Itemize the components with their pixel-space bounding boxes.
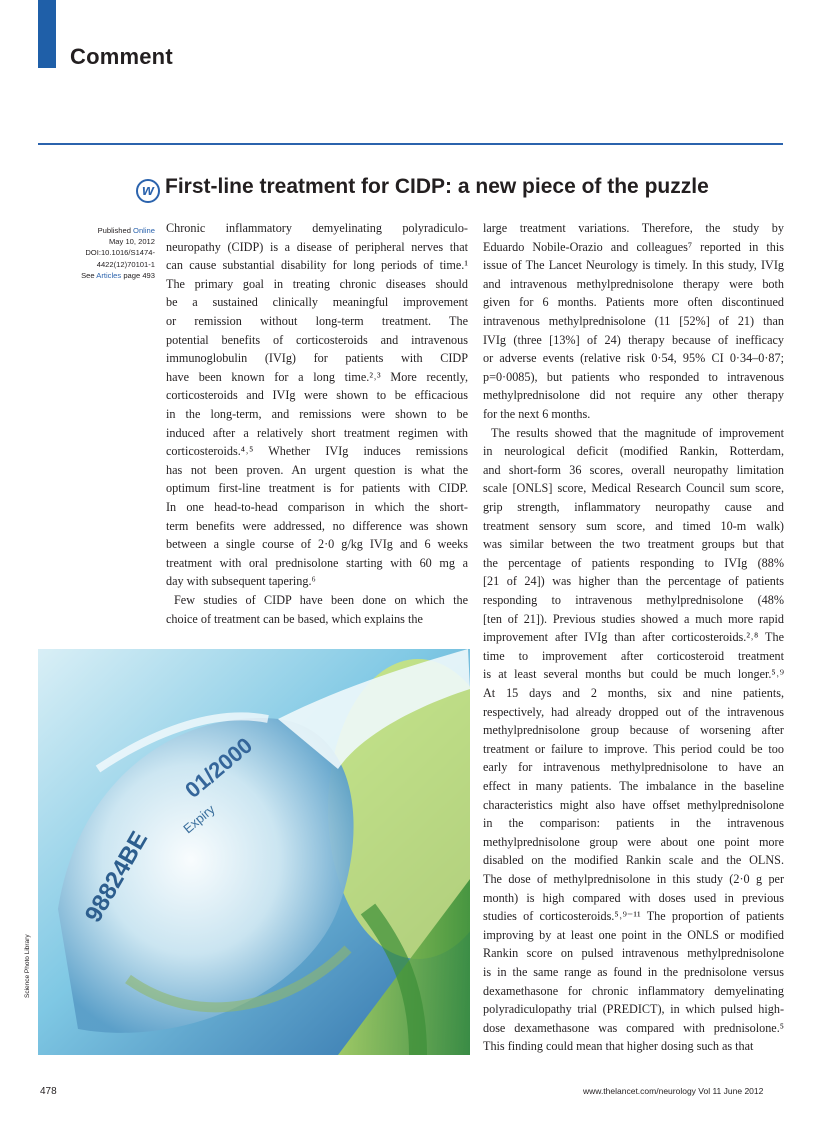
body-line: This finding could mean that higher dosing such as that bbox=[483, 1039, 754, 1054]
section-heading: Comment bbox=[70, 44, 173, 69]
body-line: In one head-to-head comparison in which the short- bbox=[166, 500, 468, 514]
body-line: dexamethasone for chronic inflammatory demyelinating bbox=[483, 983, 784, 998]
body-line: issue of The Lancet Neurology is timely. In this study, IVIg bbox=[483, 258, 784, 273]
body-line: improving by at least one point in the ONLS or modified bbox=[483, 927, 784, 942]
web-extra-icon: w bbox=[136, 179, 160, 203]
body-line: Chronic inflammatory demyelinating polyradiculo- bbox=[166, 221, 468, 235]
body-line: has not been proven. An urgent question is what the bbox=[166, 462, 468, 477]
body-line: treatment with oral prednisolone starting with 60 mg a bbox=[166, 555, 468, 570]
body-line: intravenous methylprednisolone (11 [52%] of 21) than bbox=[483, 314, 784, 328]
section-color-bar bbox=[38, 0, 56, 68]
article-title: First-line treatment for CIDP: a new piece of the puzzle bbox=[165, 175, 709, 198]
body-line: grip strength, inflammatory neuropathy cause and bbox=[483, 500, 784, 514]
published-label: Published bbox=[97, 226, 131, 235]
body-line: for the next 6 months. bbox=[483, 407, 591, 421]
body-line: is at least several months but could be much longer.⁵˒⁹ bbox=[483, 667, 784, 682]
body-line: Rankin score on pulsed intravenous methylprednisolone bbox=[483, 946, 784, 961]
body-line: between a single course of 2·0 g/kg IVIg and 6 weeks bbox=[166, 537, 468, 552]
iv-bag-illustration bbox=[38, 649, 470, 1055]
body-line: studies of corticosteroids.⁵˒⁹⁻¹¹ The proportion of patients bbox=[483, 909, 784, 924]
body-line: scale [ONLS] score, Medical Research Council sum score, bbox=[483, 481, 784, 496]
body-line: methylprednisolone group because of worsening after bbox=[483, 723, 784, 738]
body-line: in the long-term, and remissions were shown to be bbox=[166, 407, 468, 421]
see-articles-link[interactable]: Articles bbox=[96, 270, 122, 280]
published-date: May 10, 2012 bbox=[108, 237, 155, 247]
page-number: 478 bbox=[40, 1086, 57, 1097]
body-line: in the comparison: patients in the intravenous bbox=[483, 816, 784, 831]
body-line: potential benefits of corticosteroids and intravenous bbox=[166, 332, 468, 347]
body-line: The results showed that the magnitude of improvement bbox=[491, 425, 784, 440]
body-line: day with subsequent tapering.⁶ bbox=[166, 574, 316, 589]
bag-expiry-word: Expiry bbox=[180, 801, 218, 837]
see-page: page 493 bbox=[123, 270, 155, 280]
body-line: methylprednisolone group were about one point more bbox=[483, 834, 784, 849]
article-photo bbox=[38, 649, 470, 1055]
body-line: given for 6 months. Patients more often discontinued bbox=[483, 295, 784, 310]
body-line: At 15 days and 2 months, six and nine patients, bbox=[483, 686, 784, 700]
article-meta bbox=[40, 225, 155, 281]
body-line: neuropathy (CIDP) is a disease of peripheral nerves that bbox=[166, 239, 468, 254]
doi-line-1: DOI:10.1016/S1474- bbox=[85, 248, 155, 258]
body-line: The primary goal in treating chronic diseases should bbox=[166, 276, 468, 291]
body-line: characteristics might also have offset methylprednisolone bbox=[483, 797, 784, 812]
header-rule bbox=[38, 143, 783, 145]
body-line: term benefits were addressed, no difference was shown bbox=[166, 518, 468, 533]
body-line: month) is high compared with doses used in previous bbox=[483, 890, 784, 905]
body-line: optimum first-line treatment is for patients with CIDP. bbox=[166, 481, 468, 496]
body-line: effect in many patients. The imbalance in the baseline bbox=[483, 779, 784, 793]
bag-code-text: 98824BE bbox=[79, 826, 154, 927]
body-line: time to improvement after corticosteroid treatment bbox=[483, 648, 784, 663]
body-line: polyradiculopathy trial (PREDICT), in which pulsed high- bbox=[483, 1002, 784, 1017]
body-line: responding to intravenous methylprednisolone (48% bbox=[483, 593, 784, 607]
body-line: improvement after IVIg than after corticosteroids.²˒⁸ The bbox=[483, 630, 784, 645]
body-line: disabled on the modified Rankin scale and the OLNS. bbox=[483, 853, 784, 868]
online-label: Online bbox=[133, 226, 155, 235]
body-line: or adverse events (relative risk 0·54, 95% CI 0·34–0·87; bbox=[483, 351, 784, 366]
body-line: in neurological deficit (modified Rankin, Rotterdam, bbox=[483, 444, 784, 459]
body-line: and short-form 36 scores, overall neuropathy limitation bbox=[483, 462, 784, 477]
body-line: early for intravenous methylprednisolone to have an bbox=[483, 760, 784, 775]
see-label: See bbox=[81, 270, 95, 280]
body-line: be a sustained clinically meaningful improvement bbox=[166, 295, 468, 310]
body-line: was similar between the two treatment groups but that bbox=[483, 537, 784, 552]
body-line: corticosteroids.⁴˒⁵ Whether IVIg induces remissions bbox=[166, 444, 468, 459]
body-line: and intravenous methylprednisolone therapy were both bbox=[483, 276, 784, 291]
photo-credit: Science Photo Library bbox=[24, 934, 31, 998]
body-line: corticosteroids and IVIg were shown to be efficacious bbox=[166, 388, 468, 403]
body-line: can cause substantial disability for long periods of time.¹ bbox=[166, 258, 468, 273]
body-line: The dose of methylprednisolone in this study (2·0 g per bbox=[483, 872, 784, 886]
body-line: methylprednisolone did not require any other therapy bbox=[483, 388, 784, 403]
body-line: induced after a relatively short treatment regimen with bbox=[166, 425, 468, 440]
body-line: Eduardo Nobile-Orazio and colleagues⁷ reported in this bbox=[483, 239, 784, 254]
body-line: or remission without long-term treatment. The bbox=[166, 314, 468, 328]
body-line: large treatment variations. Therefore, the study by bbox=[483, 221, 784, 235]
body-line: Few studies of CIDP have been done on which the bbox=[174, 593, 468, 607]
bag-expiry-date: 01/2000 bbox=[180, 732, 258, 803]
body-line: immunoglobulin (IVIg) for patients with CIDP bbox=[166, 351, 468, 366]
body-line: [ten of 21]). Previous studies showed a much more rapid bbox=[483, 611, 784, 626]
body-line: [21 of 24]) was higher than the percentage of patients bbox=[483, 574, 784, 589]
body-line: treatment sensory sum score, and timed 10-m walk) bbox=[483, 518, 784, 533]
body-line: have been known for a long time.²˒³ More recently, bbox=[166, 369, 468, 384]
body-line: IVIg (three [13%] of 24) therapy because of inefficacy bbox=[483, 332, 784, 347]
journal-footer: www.thelancet.com/neurology Vol 11 June 2012 bbox=[583, 1086, 764, 1096]
body-line: treatment or failure to improve. This period could be too bbox=[483, 741, 784, 756]
body-line: is in the same range as found in the prednisolone versus bbox=[483, 965, 784, 979]
body-line: dose dexamethasone was compared with prednisolone.⁵ bbox=[483, 1020, 784, 1035]
body-line: choice of treatment can be based, which explains the bbox=[166, 611, 423, 626]
body-line: respectively, had already dropped out of the intravenous bbox=[483, 704, 784, 719]
body-line: the percentage of patients responding to IVIg (88% bbox=[483, 555, 784, 570]
body-line: p=0·0085), but patients who responded to intravenous bbox=[483, 369, 784, 384]
doi-line-2: 4422(12)70101-1 bbox=[96, 259, 155, 269]
